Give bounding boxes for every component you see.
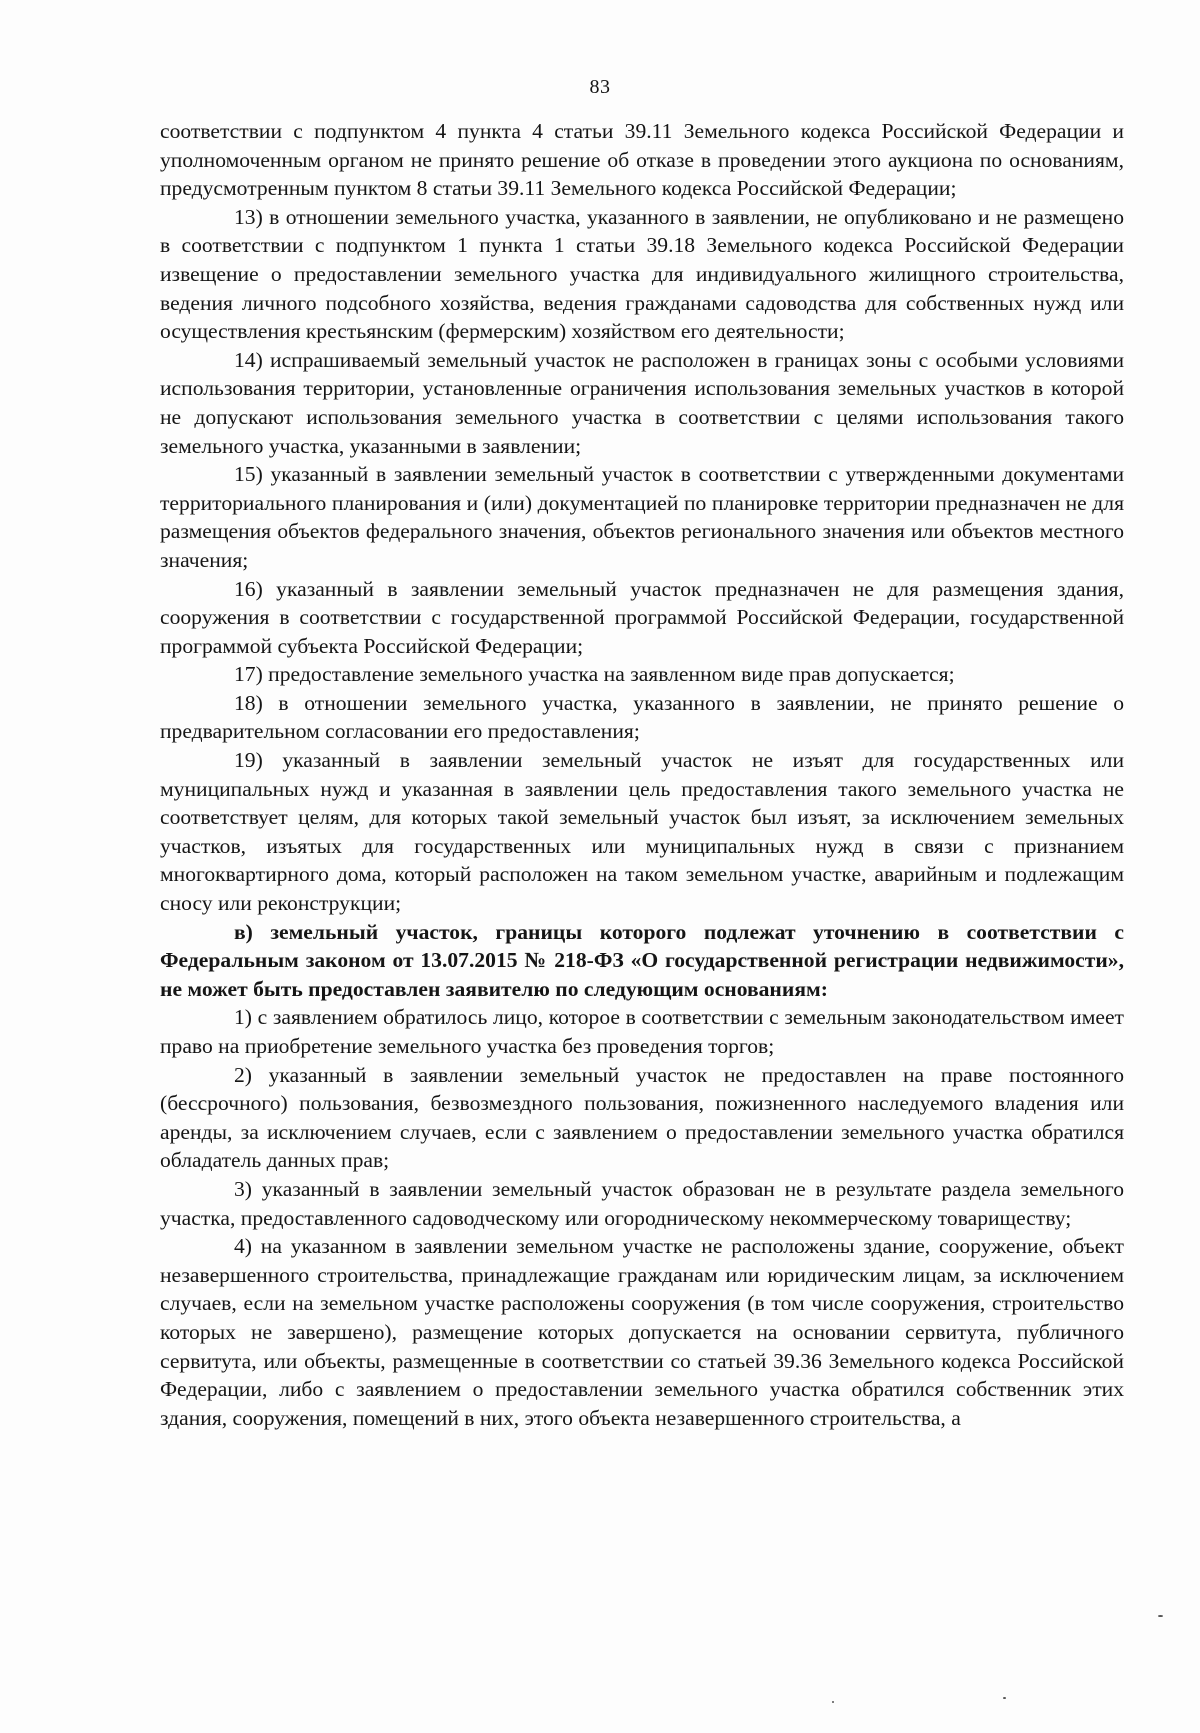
document-body: [160, 117, 1124, 1432]
paragraph-item-2: 2) указанный в заявлении земельный участок не предоставлен на праве постоянного (бессрочного) пользования, безвозмездного пользования, пожизненного наследуемого владения или аренды, за исключением случаев, если с заявлением о предоставлении земельного участка обратился обладатель данных прав;: [160, 1062, 1124, 1173]
section-heading-v: в) земельный участок, границы которого подлежат уточнению в соответствии с Федеральным законом от 13.07.2015 № 218-ФЗ «О государственной регистрации недвижимости», не может быть предоставлен заявителю по следующим основаниям:: [160, 919, 1124, 1001]
scan-speck: [1003, 1697, 1006, 1699]
paragraph-item-16: 16) указанный в заявлении земельный участок предназначен не для размещения здания, сооружения в соответствии с государственной программой Российской Федерации, государственной программой субъекта Российской Федерации;: [160, 576, 1124, 658]
paragraph-item-19: 19) указанный в заявлении земельный участок не изъят для государственных или муниципальных нужд и указанная в заявлении цель предоставления такого земельного участка не соответствует целям, для которых такой земельный участок был изъят, за исключением земельных участков, изъятых для государственных или муниципальных нужд в связи с признанием многоквартирного дома, который расположен на таком земельном участке, аварийным и подлежащим сносу или реконструкции;: [160, 748, 1124, 916]
paragraph-item-17: 17) предоставление земельного участка на заявленном виде прав допускается;: [234, 662, 955, 687]
scan-speck: [1158, 1615, 1163, 1617]
paragraph-item-14: 14) испрашиваемый земельный участок не расположен в границах зоны с особыми условиями использования территории, установленные ограничения использования земельных участков в которой не допускают использования земельного участка в соответствии с целями использования такого земельного участка, указанными в заявлении;: [160, 347, 1124, 458]
paragraph-item-1: 1) с заявлением обратилось лицо, которое в соответствии с земельным законодательством имеет право на приобретение земельного участка без проведения торгов;: [160, 1005, 1124, 1058]
paragraph-item-4: 4) на указанном в заявлении земельном участке не расположены здание, сооружение, объект незавершенного строительства, принадлежащие гражданам или юридическим лицам, за исключением случаев, если на земельном участке расположены сооружения (в том числе сооружения, строительство которых не завершено), размещение которых допускается на основании сервитута, публичного сервитута, или объекты, размещенные в соответствии со статьей 39.36 Земельного кодекса Российской Федерации, либо с заявлением о предоставлении земельного участка обратился собственник этих здания, сооружения, помещений в них, этого объекта незавершенного строительства, а: [160, 1234, 1124, 1430]
page-number: 83: [589, 76, 611, 98]
paragraph-item-3: 3) указанный в заявлении земельный участок образован не в результате раздела земельного участка, предоставленного садоводческому или огородническому некоммерческому товариществу;: [160, 1176, 1124, 1230]
scan-speck: [832, 1701, 834, 1703]
paragraph-item-13: 13) в отношении земельного участка, указанного в заявлении, не опубликовано и не размещено в соответствии с подпунктом 1 пункта 1 статьи 39.18 Земельного кодекса Российской Федерации извещение о предоставлении земельного участка для индивидуального жилищного строительства, ведения личного подсобного хозяйства, ведения гражданами садоводства для собственных нужд или осуществления крестьянским (фермерским) хозяйством его деятельности;: [160, 204, 1124, 344]
paragraph-item-18: 18) в отношении земельного участка, указанного в заявлении, не принято решение о предварительном согласовании его предоставления;: [160, 690, 1124, 744]
paragraph-continuation: соответствии с подпунктом 4 пункта 4 статьи 39.11 Земельного кодекса Российской Федерации и уполномоченным органом не принято решение об отказе в проведении этого аукциона по основаниям, предусмотренным пунктом 8 статьи 39.11 Земельного кодекса Российской Федерации;: [160, 119, 1124, 201]
paragraph-item-15: 15) указанный в заявлении земельный участок в соответствии с утвержденными документами территориального планирования и (или) документацией по планировке территории предназначен не для размещения объектов федерального значения, объектов регионального значения или объектов местного значения;: [160, 462, 1124, 572]
